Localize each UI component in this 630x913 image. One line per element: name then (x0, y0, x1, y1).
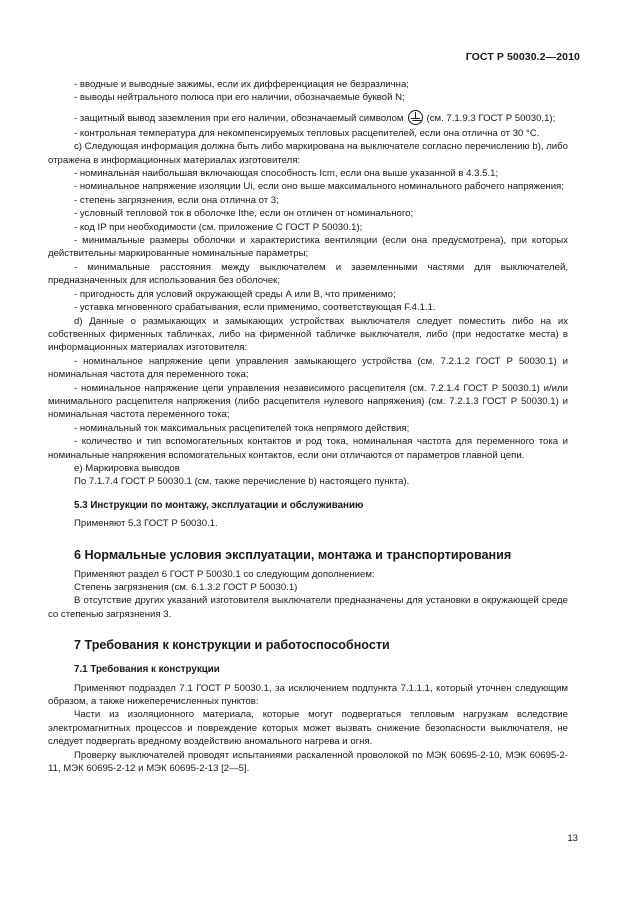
paragraph: - уставка мгновенного срабатывания, если применимо, соответствующая F.4.1.1. (74, 302, 436, 314)
paragraph: е) Маркировка выводов (74, 462, 180, 474)
paragraph: с) Следующая информация должна быть либо маркирована на выключателе согласно перечислению b), либо отражена в информационных материалах изготовителя: (48, 141, 568, 166)
paragraph: Проверку выключателей проводят испытаниями раскаленной проволокой по МЭК 60695-2-10, МЭК 60695-2-11, МЭК 60695-2-12 и МЭК 60695-2-13 [2—5]. (48, 749, 568, 775)
section-heading-5-3: 5.3 Инструкции по монтажу, эксплуатации и обслуживанию (74, 499, 364, 511)
paragraph: - количество и тип вспомогательных контактов и род тока, номинальная частота для переменного тока и номинальные напряжения вспомогательных контактов, если они отличаются от параметров главной цепи. (48, 436, 568, 461)
paragraph: Применяют раздел 6 ГОСТ Р 50030.1 со следующим дополнением: (74, 568, 375, 580)
paragraph: - степень загрязнения, если она отлична от 3; (74, 194, 279, 206)
section-heading-7: 7 Требования к конструкции и работоспособности (74, 638, 390, 653)
paragraph: - номинальное напряжение цепи управления независимого расцепителя (см. 7.2.1.4 ГОСТ Р 50030.1) и/или минимального расцепителя напряжения (либо расцепителя нулевого напряжения) (см. 7.2.1.3 ГОСТ Р 50030.1) и номинальная частота переменного тока; (48, 382, 568, 421)
paragraph: d) Данные о размыкающих и замыкающих устройствах выключателя следует поместить либо на их собственных фирменных табличках, либо на фирменной табличке выключателя, либо (при недостатке места) в информационных материалах изготовителя: (48, 315, 568, 354)
page-number: 13 (567, 833, 578, 844)
paragraph: - номинальный ток максимальных расцепителей тока непрямого действия; (74, 422, 410, 434)
paragraph: - номинальное напряжение цепи управления замыкающего устройства (см. 7.2.1.2 ГОСТ Р 50030.1) и номинальная частота для переменного тока; (48, 355, 568, 381)
paragraph: - номинальная наибольшая включающая способность Icm, если она выше указанной в 4.3.5.1; (74, 168, 499, 180)
paragraph: В отсутствие других указаний изготовителя выключатели предназначены для установки в окружающей среде со степенью загрязнения 3. (48, 595, 568, 620)
paragraph: Части из изоляционного материала, которые могут подвергаться тепловым нагрузкам вследствие электромагнитных процессов и повреждение которых может вызвать снижение безопасности выключателя, не следует подвергать вредному воздействию аномального нагрева и огня. (48, 709, 568, 748)
paragraph: - вводные и выводные зажимы, если их дифференциация не безразлична; (74, 79, 409, 90)
paragraph: - номинальное напряжение изоляции Ui, если оно выше максимального номинального рабочего напряжения; (74, 181, 564, 193)
paragraph: - код IP при необходимости (см. приложение С ГОСТ Р 50030.1); (74, 221, 363, 233)
paragraph: - пригодность для условий окружающей среды А или В, что применимо; (74, 288, 396, 300)
paragraph: Применяют подраздел 7.1 ГОСТ Р 50030.1, за исключением подпункта 7.1.1.1, который уточнен следующим образом, а также нижеперечисленных пунктов: (48, 682, 568, 708)
paragraph: - выводы нейтрального полюса при его наличии, обозначаемые буквой N; (74, 92, 405, 104)
paragraph-part: - защитный вывод заземления при его наличии, обозначаемый символом (74, 112, 404, 124)
section-heading-6: 6 Нормальные условия эксплуатации, монтажа и транспортирования (74, 547, 512, 562)
protective-earth-icon (408, 110, 423, 125)
paragraph-part: (см. 7.1.9.3 ГОСТ Р 50030.1); (426, 112, 556, 124)
page-content (48, 78, 568, 775)
document-header: ГОСТ Р 50030.2—2010 (465, 51, 580, 63)
paragraph: По 7.1.7.4 ГОСТ Р 50030.1 (см. также перечисление b) настоящего пункта). (74, 476, 410, 488)
paragraph: - условный тепловой ток в оболочке Ithe, если он отличен от номинального; (74, 208, 414, 220)
paragraph: Степень загрязнения (см. 6.1.3.2 ГОСТ Р 50030.1) (74, 582, 298, 593)
section-heading-7-1: 7.1 Требования к конструкции (74, 664, 220, 676)
paragraph: - минимальные расстояния между выключателем и заземленными частями для выключателей, предназначенных для использования без оболочек; (48, 261, 568, 287)
paragraph: - контрольная температура для некомпенсируемых тепловых расцепителей, если она отлична от 30 °С. (74, 127, 540, 139)
paragraph: Применяют 5.3 ГОСТ Р 50030.1. (74, 518, 218, 530)
paragraph: - минимальные размеры оболочки и характеристика вентиляции (если она предусмотрена), при которых действительны маркированные номинальные параметры; (48, 235, 568, 260)
paragraph (48, 110, 568, 127)
